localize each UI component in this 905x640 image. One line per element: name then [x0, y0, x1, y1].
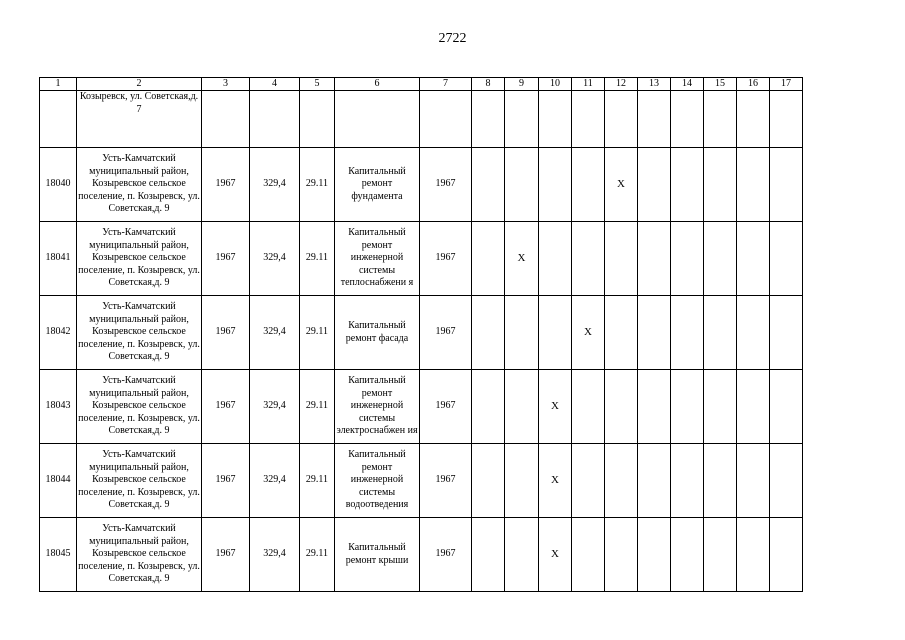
cell-mark	[572, 518, 605, 592]
cell-mark	[472, 296, 505, 370]
cell-mark	[638, 222, 671, 296]
cell-address: Усть-Камчатский муниципальный район, Козыревское сельское поселение, п. Козыревск, ул. Советская,д. 9	[77, 370, 202, 444]
cell-work-type: Капитальный ремонт инженерной системы электроснабжен ия	[335, 370, 420, 444]
cell-work-year: 1967	[420, 296, 472, 370]
cell-empty	[335, 91, 420, 148]
cell-mark	[704, 148, 737, 222]
cell-date: 29.11	[300, 148, 335, 222]
cell-mark	[472, 148, 505, 222]
cell-mark	[505, 148, 539, 222]
cell-mark	[671, 518, 704, 592]
cell-mark	[671, 370, 704, 444]
cell-mark	[737, 370, 770, 444]
cell-year-built: 1967	[202, 148, 250, 222]
cell-mark	[770, 444, 803, 518]
cell-mark	[770, 296, 803, 370]
column-header: 6	[335, 78, 420, 91]
table-row	[40, 518, 803, 592]
cell-area: 329,4	[250, 222, 300, 296]
cell-mark	[770, 222, 803, 296]
cell-mark	[605, 370, 638, 444]
cell-mark	[770, 148, 803, 222]
cell-work-type: Капитальный ремонт фасада	[335, 296, 420, 370]
cell-mark	[638, 148, 671, 222]
cell-mark	[638, 370, 671, 444]
column-header: 4	[250, 78, 300, 91]
cell-date: 29.11	[300, 370, 335, 444]
cell-mark	[671, 222, 704, 296]
cell-mark	[737, 222, 770, 296]
cell-mark	[704, 518, 737, 592]
cell-id: 18045	[40, 518, 77, 592]
cell-mark	[605, 518, 638, 592]
cell-empty	[539, 91, 572, 148]
cell-mark	[770, 518, 803, 592]
cell-mark	[539, 148, 572, 222]
cell-empty	[572, 91, 605, 148]
cell-year-built: 1967	[202, 518, 250, 592]
cell-mark	[539, 296, 572, 370]
header-row	[40, 78, 803, 91]
cell-id: 18040	[40, 148, 77, 222]
cell-mark	[505, 296, 539, 370]
cell-id: 18043	[40, 370, 77, 444]
cell-mark	[638, 296, 671, 370]
cell-mark	[671, 296, 704, 370]
cell-mark	[505, 370, 539, 444]
cell-work-type: Капитальный ремонт инженерной системы водоотведения	[335, 444, 420, 518]
table-row	[40, 370, 803, 444]
cell-empty	[704, 91, 737, 148]
cell-area: 329,4	[250, 370, 300, 444]
column-header: 10	[539, 78, 572, 91]
cell-area: 329,4	[250, 518, 300, 592]
cell-date: 29.11	[300, 296, 335, 370]
cell-mark	[505, 444, 539, 518]
cell-address: Усть-Камчатский муниципальный район, Козыревское сельское поселение, п. Козыревск, ул. Советская,д. 9	[77, 148, 202, 222]
cell-empty	[420, 91, 472, 148]
cell-mark	[737, 444, 770, 518]
cell-area: 329,4	[250, 296, 300, 370]
cell-mark	[572, 370, 605, 444]
cell-mark	[671, 148, 704, 222]
cell-mark	[605, 444, 638, 518]
cell-work-year: 1967	[420, 444, 472, 518]
cell-work-year: 1967	[420, 370, 472, 444]
cell-mark	[704, 222, 737, 296]
cell-year-built: 1967	[202, 222, 250, 296]
cell-mark	[572, 148, 605, 222]
column-header: 15	[704, 78, 737, 91]
cell-mark	[572, 444, 605, 518]
cell-id: 18042	[40, 296, 77, 370]
cell-year-built: 1967	[202, 370, 250, 444]
cell-mark	[539, 222, 572, 296]
page-number: 2722	[438, 31, 467, 46]
cell-empty	[737, 91, 770, 148]
cell-address: Усть-Камчатский муниципальный район, Козыревское сельское поселение, п. Козыревск, ул. Советская,д. 9	[77, 444, 202, 518]
cell-empty	[605, 91, 638, 148]
cell-work-year: 1967	[420, 222, 472, 296]
column-header: 16	[737, 78, 770, 91]
cell-mark	[770, 370, 803, 444]
column-header: 3	[202, 78, 250, 91]
column-header: 17	[770, 78, 803, 91]
cell-mark	[737, 518, 770, 592]
cell-date: 29.11	[300, 518, 335, 592]
cell-address: Усть-Камчатский муниципальный район, Козыревское сельское поселение, п. Козыревск, ул. Советская,д. 9	[77, 518, 202, 592]
cell-empty	[250, 91, 300, 148]
cell-work-year: 1967	[420, 518, 472, 592]
cell-mark	[472, 444, 505, 518]
cell-empty	[202, 91, 250, 148]
cell-mark	[638, 444, 671, 518]
cell-mark: X	[572, 296, 605, 370]
cell-empty	[505, 91, 539, 148]
cell-empty	[300, 91, 335, 148]
cell-work-type: Капитальный ремонт крыши	[335, 518, 420, 592]
column-header: 9	[505, 78, 539, 91]
cell-address: Козыревск, ул. Советская,д. 7	[77, 91, 202, 148]
cell-mark	[737, 296, 770, 370]
column-header: 2	[77, 78, 202, 91]
cell-mark	[704, 444, 737, 518]
column-header: 12	[605, 78, 638, 91]
cell-empty	[671, 91, 704, 148]
column-header: 11	[572, 78, 605, 91]
cell-mark	[472, 222, 505, 296]
cell-mark	[472, 518, 505, 592]
table-row	[40, 296, 803, 370]
cell-empty	[770, 91, 803, 148]
cell-date: 29.11	[300, 444, 335, 518]
cell-work-type: Капитальный ремонт фундамента	[335, 148, 420, 222]
column-header: 1	[40, 78, 77, 91]
column-header: 8	[472, 78, 505, 91]
cell-empty	[472, 91, 505, 148]
cell-address: Усть-Камчатский муниципальный район, Козыревское сельское поселение, п. Козыревск, ул. Советская,д. 9	[77, 222, 202, 296]
cell-area: 329,4	[250, 148, 300, 222]
cell-mark	[605, 222, 638, 296]
table-row	[40, 222, 803, 296]
cell-work-year: 1967	[420, 148, 472, 222]
cell-id: 18041	[40, 222, 77, 296]
column-header: 14	[671, 78, 704, 91]
column-header: 7	[420, 78, 472, 91]
registry-table	[39, 77, 803, 592]
column-header: 5	[300, 78, 335, 91]
cell-id: 18044	[40, 444, 77, 518]
continuation-row	[40, 91, 803, 148]
cell-mark: X	[539, 370, 572, 444]
cell-mark: X	[505, 222, 539, 296]
cell-mark	[572, 222, 605, 296]
cell-mark	[472, 370, 505, 444]
cell-mark	[704, 296, 737, 370]
cell-mark	[671, 444, 704, 518]
cell-year-built: 1967	[202, 444, 250, 518]
cell-date: 29.11	[300, 222, 335, 296]
cell-mark: X	[539, 518, 572, 592]
cell-address: Усть-Камчатский муниципальный район, Козыревское сельское поселение, п. Козыревск, ул. Советская,д. 9	[77, 296, 202, 370]
table-row	[40, 148, 803, 222]
cell-mark	[605, 296, 638, 370]
cell-mark	[505, 518, 539, 592]
cell-mark: X	[539, 444, 572, 518]
cell-mark	[704, 370, 737, 444]
cell-mark: X	[605, 148, 638, 222]
cell-mark	[638, 518, 671, 592]
table-row	[40, 444, 803, 518]
cell-mark	[737, 148, 770, 222]
cell-year-built: 1967	[202, 296, 250, 370]
cell-work-type: Капитальный ремонт инженерной системы теплоснабжени я	[335, 222, 420, 296]
cell-area: 329,4	[250, 444, 300, 518]
cell-empty	[638, 91, 671, 148]
cell-id	[40, 91, 77, 148]
column-header: 13	[638, 78, 671, 91]
